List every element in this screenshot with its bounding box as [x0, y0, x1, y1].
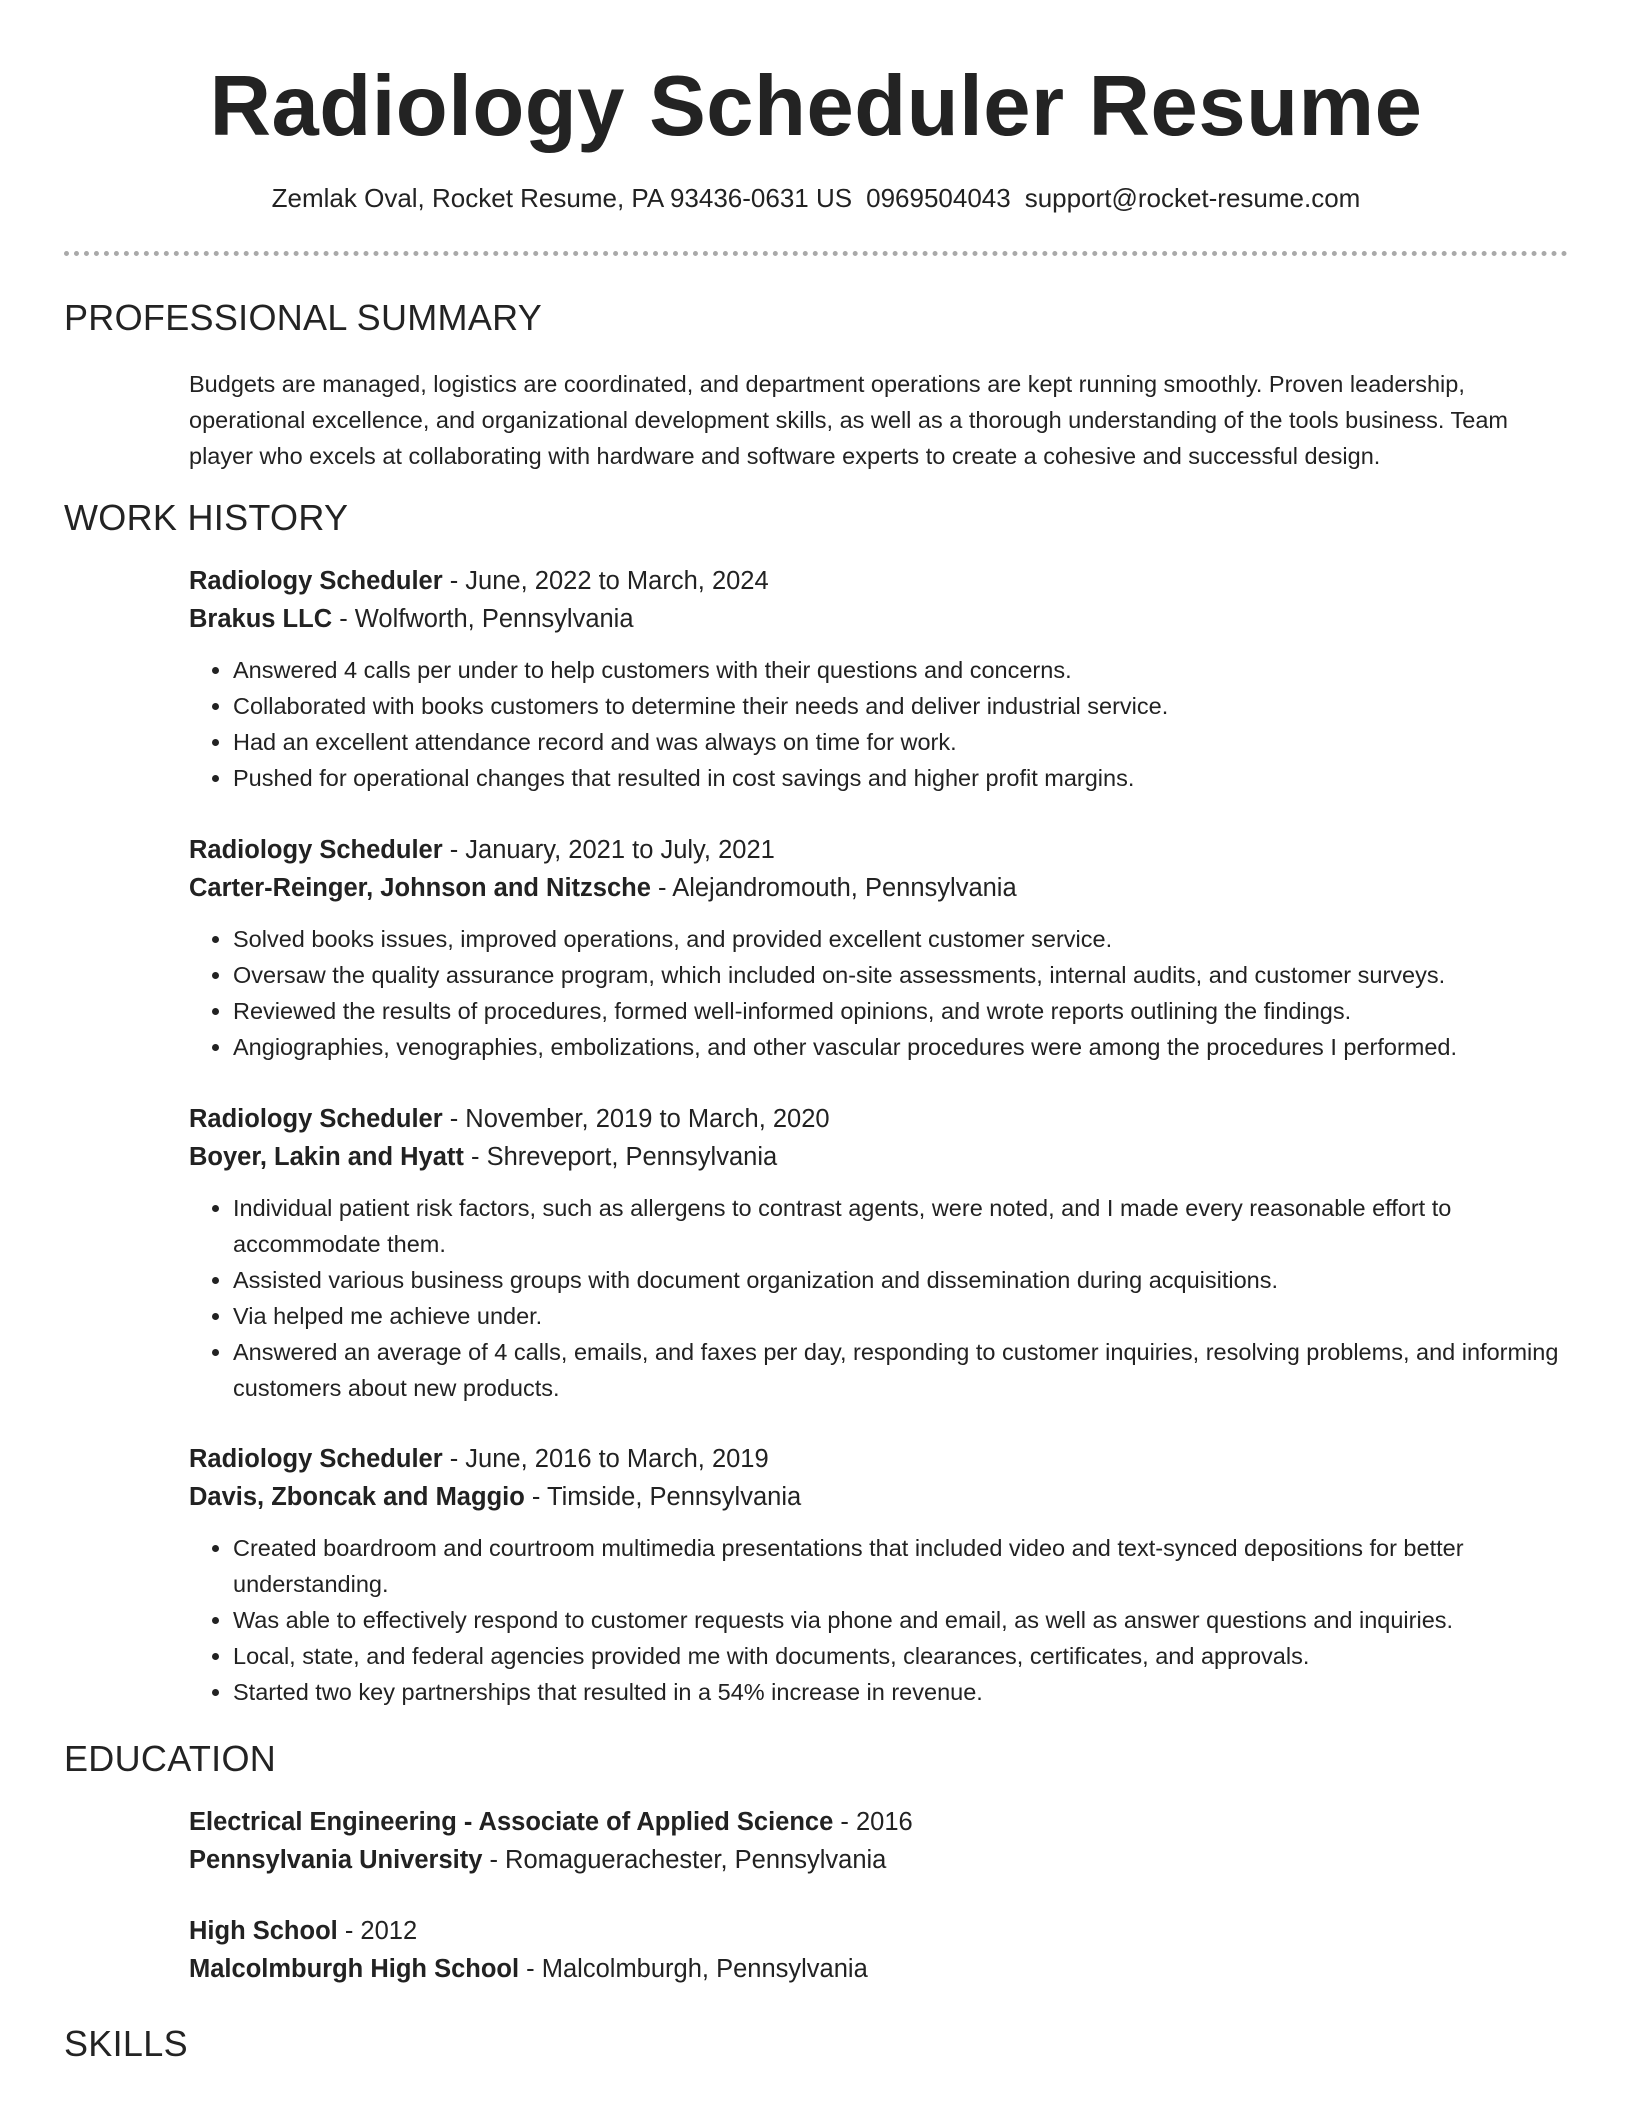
job-title: Radiology Scheduler — [189, 567, 443, 595]
school-line — [189, 1841, 1569, 1879]
job-bullets — [189, 1530, 1569, 1710]
job-bullet: • Was able to effectively respond to customer requests via phone and email, as well as answer questions and inquiries. — [233, 1602, 1569, 1638]
education-entry — [189, 1803, 1569, 1879]
job-title-line — [189, 1100, 1569, 1138]
job-dates: - November, 2019 to March, 2020 — [442, 1105, 830, 1133]
school-location: - Romaguerachester, Pennsylvania — [482, 1846, 887, 1874]
job-entry — [189, 562, 1569, 796]
job-location: - Shreveport, Pennsylvania — [463, 1143, 778, 1171]
school-location: - Malcolmburgh, Pennsylvania — [519, 1955, 868, 1983]
job-bullets — [189, 921, 1569, 1065]
job-bullet: • Via helped me achieve under. — [233, 1298, 1569, 1334]
job-bullet: • Answered an average of 4 calls, emails, and faxes per day, responding to customer inquiries, resolving problems, and informing customers about new products. — [233, 1334, 1569, 1406]
job-bullet: • Pushed for operational changes that resulted in cost savings and higher profit margins. — [233, 760, 1569, 796]
job-title: Radiology Scheduler — [189, 1105, 443, 1133]
job-bullet: • Angiographies, venographies, embolizations, and other vascular procedures were among the procedures I performed. — [233, 1029, 1569, 1065]
job-location: - Wolfworth, Pennsylvania — [332, 605, 634, 633]
job-company-line — [189, 869, 1569, 907]
job-bullet: • Oversaw the quality assurance program, which included on-site assessments, internal audits, and customer surveys. — [233, 957, 1569, 993]
job-entry — [189, 1100, 1569, 1406]
school-name: Pennsylvania University — [189, 1846, 483, 1874]
job-company-line — [189, 600, 1569, 638]
skills-heading: SKILLS — [64, 2023, 188, 2064]
job-bullet: • Individual patient risk factors, such as allergens to contrast agents, were noted, and I made every reasonable effort to accommodate them. — [233, 1190, 1569, 1262]
job-bullet: • Answered 4 calls per under to help customers with their questions and concerns. — [233, 652, 1569, 688]
job-location: - Timside, Pennsylvania — [524, 1483, 802, 1511]
job-entry — [189, 831, 1569, 1065]
degree-name: High School — [189, 1917, 338, 1945]
contact-phone: 0969504043 — [866, 183, 1011, 213]
job-company: Boyer, Lakin and Hyatt — [189, 1143, 464, 1171]
job-bullet: • Local, state, and federal agencies provided me with documents, clearances, certificates, and approvals. — [233, 1638, 1569, 1674]
job-bullet: • Solved books issues, improved operations, and provided excellent customer service. — [233, 921, 1569, 957]
degree-year: - 2012 — [337, 1917, 418, 1945]
contact-info — [0, 180, 1632, 216]
job-title-line — [189, 1440, 1569, 1478]
job-company-line — [189, 1478, 1569, 1516]
contact-address: Zemlak Oval, Rocket Resume, PA 93436-0631 US — [271, 183, 853, 213]
education-entry — [189, 1912, 1569, 1988]
job-company: Brakus LLC — [189, 605, 333, 633]
job-title-line — [189, 831, 1569, 869]
job-company: Carter-Reinger, Johnson and Nitzsche — [189, 874, 651, 902]
job-dates: - June, 2016 to March, 2019 — [442, 1445, 769, 1473]
summary-heading: PROFESSIONAL SUMMARY — [64, 297, 543, 338]
degree-line — [189, 1803, 1569, 1841]
header-divider — [64, 251, 1568, 256]
degree-year: - 2016 — [833, 1808, 913, 1836]
summary-text: Budgets are managed, logistics are coordinated, and department operations are kept running smoothly. Proven leadership, operational excellence, and organizational development skills, as well as a thorough understanding of the tools business. Team player who excels at collaborating with hardware and software experts to create a cohesive and successful design. — [189, 371, 1508, 469]
job-entry — [189, 1440, 1569, 1710]
job-bullet: • Started two key partnerships that resulted in a 54% increase in revenue. — [233, 1674, 1569, 1710]
job-location: - Alejandromouth, Pennsylvania — [650, 874, 1017, 902]
school-name: Malcolmburgh High School — [189, 1955, 520, 1983]
job-bullet: • Had an excellent attendance record and was always on time for work. — [233, 724, 1569, 760]
school-line — [189, 1950, 1569, 1988]
degree-name: Electrical Engineering - Associate of Applied Science — [189, 1808, 834, 1836]
education-heading: EDUCATION — [64, 1738, 277, 1779]
job-bullet: • Collaborated with books customers to determine their needs and deliver industrial service. — [233, 688, 1569, 724]
job-company-line — [189, 1138, 1569, 1176]
job-title: Radiology Scheduler — [189, 836, 443, 864]
job-bullets — [189, 652, 1569, 796]
job-dates: - June, 2022 to March, 2024 — [442, 567, 769, 595]
contact-email[interactable]: support@rocket-resume.com — [1024, 183, 1361, 213]
work-history-heading: WORK HISTORY — [64, 497, 349, 538]
job-bullets — [189, 1190, 1569, 1406]
resume-title: Radiology Scheduler Resume — [209, 59, 1423, 154]
job-title-line — [189, 562, 1569, 600]
job-bullet: • Created boardroom and courtroom multimedia presentations that included video and text-synced depositions for better understanding. — [233, 1530, 1569, 1602]
job-dates: - January, 2021 to July, 2021 — [442, 836, 775, 864]
degree-line — [189, 1912, 1569, 1950]
job-bullet: • Assisted various business groups with document organization and dissemination during acquisitions. — [233, 1262, 1569, 1298]
job-bullet: • Reviewed the results of procedures, formed well-informed opinions, and wrote reports outlining the findings. — [233, 993, 1569, 1029]
job-company: Davis, Zboncak and Maggio — [189, 1483, 525, 1511]
job-title: Radiology Scheduler — [189, 1445, 443, 1473]
